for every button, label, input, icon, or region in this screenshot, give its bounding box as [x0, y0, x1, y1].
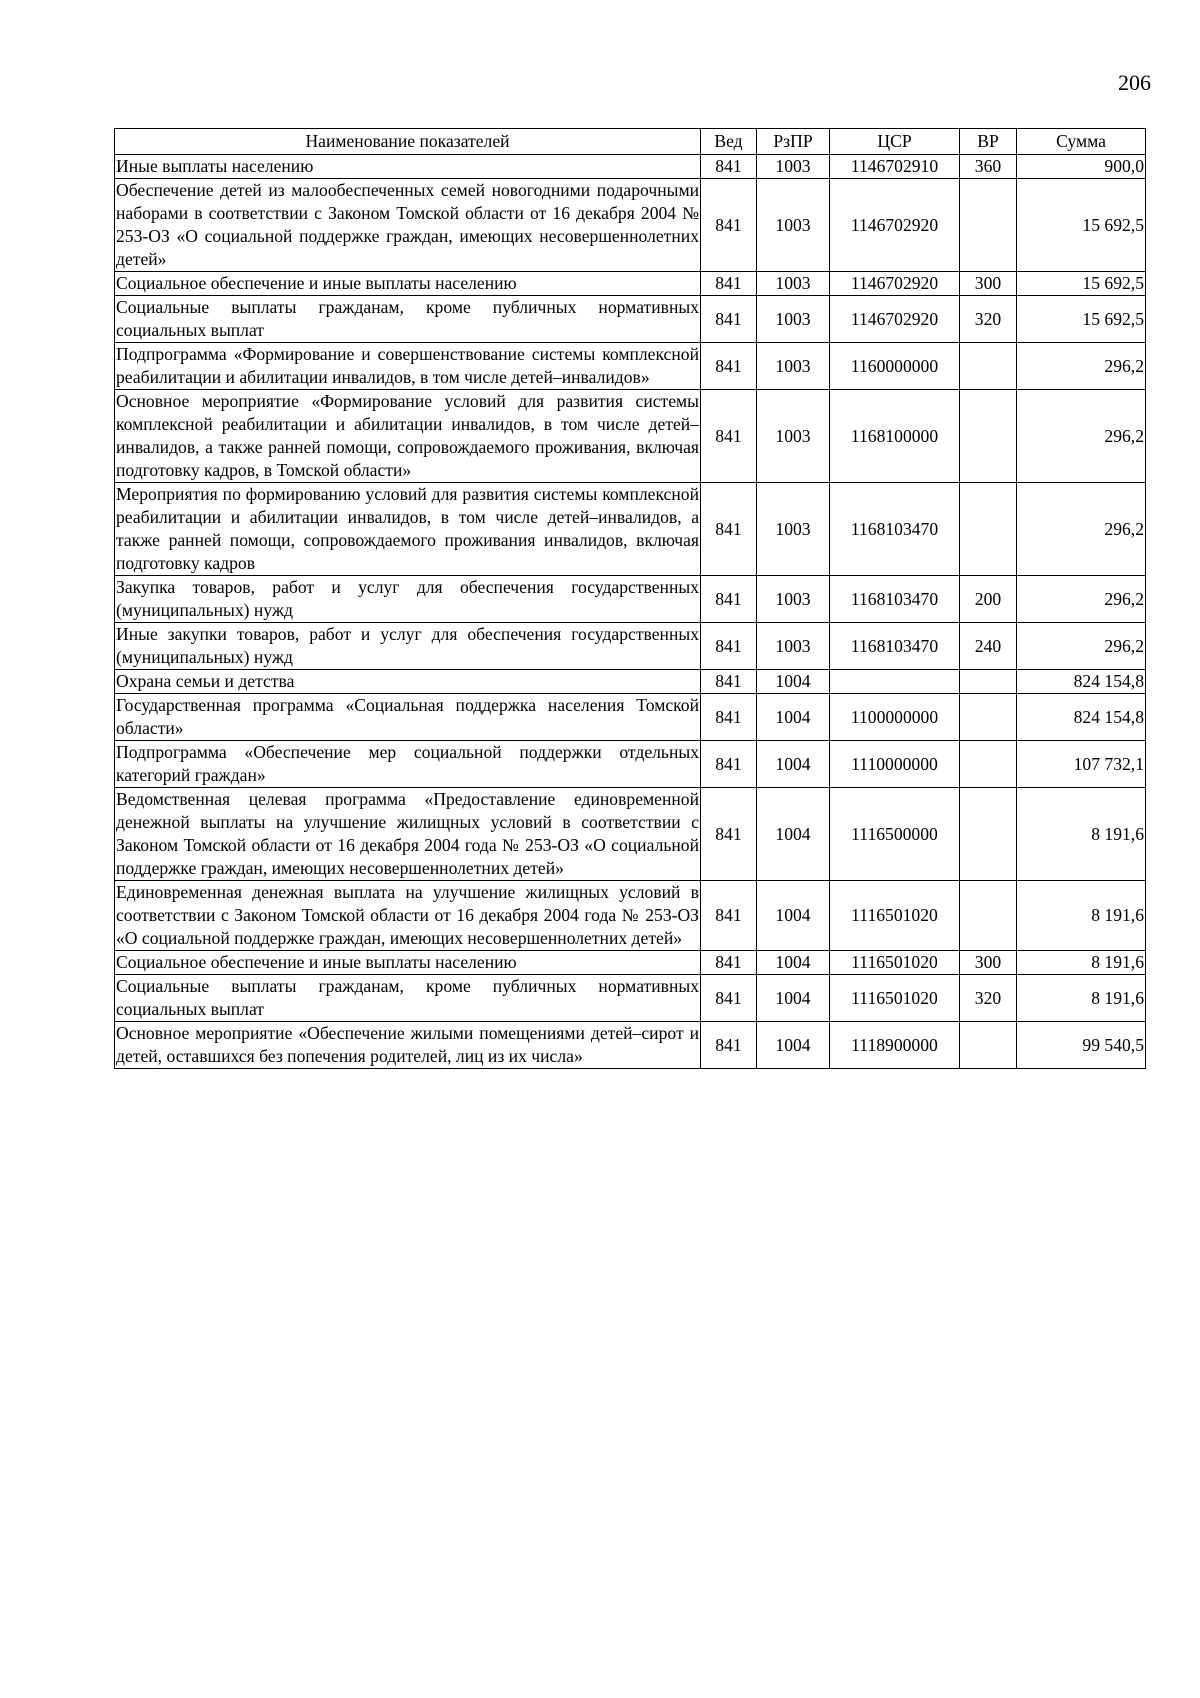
cell-vr [960, 483, 1017, 576]
cell-vr [960, 1022, 1017, 1069]
table-row [115, 483, 1146, 576]
cell-name: Подпрограмма «Обеспечение мер социальной поддержки отдельных категорий граждан» [115, 741, 701, 788]
table-row [115, 179, 1146, 272]
cell-ved: 841 [701, 694, 757, 741]
cell-vr: 240 [960, 623, 1017, 670]
cell-ved: 841 [701, 483, 757, 576]
cell-csr: 1146702920 [830, 296, 960, 343]
cell-rzpr: 1003 [757, 296, 830, 343]
cell-csr: 1110000000 [830, 741, 960, 788]
cell-name: Основное мероприятие «Формирование условий для развития системы комплексной реабилитации и абилитации инвалидов, в том числе детей–инвалидов, а также ранней помощи, сопровождаемого проживания, включая подготовку кадров, в Томской области» [115, 390, 701, 483]
cell-vr [960, 343, 1017, 390]
cell-csr: 1168103470 [830, 623, 960, 670]
table-header-row [115, 129, 1146, 155]
cell-sum: 15 692,5 [1017, 179, 1146, 272]
cell-vr [960, 788, 1017, 881]
table-row [115, 343, 1146, 390]
cell-vr [960, 694, 1017, 741]
cell-rzpr: 1004 [757, 975, 830, 1022]
table-row [115, 951, 1146, 975]
table-row [115, 390, 1146, 483]
cell-csr: 1118900000 [830, 1022, 960, 1069]
cell-csr: 1146702920 [830, 179, 960, 272]
header-sum: Сумма [1017, 129, 1146, 155]
cell-ved: 841 [701, 576, 757, 623]
cell-csr: 1168100000 [830, 390, 960, 483]
cell-vr: 300 [960, 272, 1017, 296]
cell-name: Охрана семьи и детства [115, 670, 701, 694]
cell-rzpr: 1004 [757, 1022, 830, 1069]
cell-ved: 841 [701, 670, 757, 694]
cell-csr: 1146702910 [830, 155, 960, 179]
cell-vr: 200 [960, 576, 1017, 623]
cell-rzpr: 1003 [757, 390, 830, 483]
cell-vr: 320 [960, 975, 1017, 1022]
cell-name: Закупка товаров, работ и услуг для обеспечения государственных (муниципальных) нужд [115, 576, 701, 623]
table-row [115, 694, 1146, 741]
cell-ved: 841 [701, 623, 757, 670]
cell-sum: 99 540,5 [1017, 1022, 1146, 1069]
cell-rzpr: 1004 [757, 788, 830, 881]
cell-csr: 1160000000 [830, 343, 960, 390]
cell-sum: 15 692,5 [1017, 272, 1146, 296]
cell-name: Социальное обеспечение и иные выплаты населению [115, 272, 701, 296]
cell-csr: 1116501020 [830, 951, 960, 975]
table-row [115, 975, 1146, 1022]
cell-ved: 841 [701, 390, 757, 483]
cell-csr: 1100000000 [830, 694, 960, 741]
cell-rzpr: 1003 [757, 272, 830, 296]
cell-sum: 107 732,1 [1017, 741, 1146, 788]
table-row [115, 670, 1146, 694]
table-row [115, 272, 1146, 296]
cell-name: Иные закупки товаров, работ и услуг для обеспечения государственных (муниципальных) нужд [115, 623, 701, 670]
cell-csr: 1116501020 [830, 881, 960, 951]
table-row [115, 881, 1146, 951]
cell-ved: 841 [701, 343, 757, 390]
cell-rzpr: 1003 [757, 576, 830, 623]
cell-rzpr: 1004 [757, 741, 830, 788]
cell-name: Иные выплаты населению [115, 155, 701, 179]
page-number: 206 [1118, 70, 1151, 95]
cell-rzpr: 1003 [757, 623, 830, 670]
cell-sum: 296,2 [1017, 576, 1146, 623]
cell-rzpr: 1004 [757, 951, 830, 975]
cell-vr [960, 390, 1017, 483]
cell-csr: 1116501020 [830, 975, 960, 1022]
cell-sum: 296,2 [1017, 390, 1146, 483]
cell-rzpr: 1003 [757, 343, 830, 390]
header-csr: ЦСР [830, 129, 960, 155]
cell-sum: 900,0 [1017, 155, 1146, 179]
cell-csr: 1168103470 [830, 483, 960, 576]
cell-ved: 841 [701, 975, 757, 1022]
cell-sum: 296,2 [1017, 623, 1146, 670]
cell-csr: 1116500000 [830, 788, 960, 881]
cell-ved: 841 [701, 788, 757, 881]
cell-vr [960, 179, 1017, 272]
cell-sum: 8 191,6 [1017, 881, 1146, 951]
table-body [115, 155, 1146, 1069]
table-row [115, 623, 1146, 670]
table-row [115, 155, 1146, 179]
cell-sum: 15 692,5 [1017, 296, 1146, 343]
header-ved: Вед [701, 129, 757, 155]
cell-vr [960, 741, 1017, 788]
cell-rzpr: 1004 [757, 881, 830, 951]
cell-rzpr: 1004 [757, 694, 830, 741]
cell-sum: 296,2 [1017, 483, 1146, 576]
cell-csr: 1168103470 [830, 576, 960, 623]
cell-ved: 841 [701, 1022, 757, 1069]
cell-rzpr: 1003 [757, 179, 830, 272]
table-row [115, 788, 1146, 881]
cell-name: Обеспечение детей из малообеспеченных семей новогодними подарочными наборами в соответствии с Законом Томской области от 16 декабря 2004 № 253-ОЗ «О социальной поддержке граждан, имеющих несовершеннолетних детей» [115, 179, 701, 272]
cell-name: Ведомственная целевая программа «Предоставление единовременной денежной выплаты на улучшение жилищных условий в соответствии с Законом Томской области от 16 декабря 2004 года № 253-ОЗ «О социальной поддержке граждан, имеющих несовершеннолетних детей» [115, 788, 701, 881]
cell-ved: 841 [701, 741, 757, 788]
table-row [115, 1022, 1146, 1069]
cell-csr [830, 670, 960, 694]
cell-name: Мероприятия по формированию условий для развития системы комплексной реабилитации и абилитации инвалидов, в том числе детей–инвалидов, а также ранней помощи, сопровождаемого проживания инвалидов, включая подготовку кадров [115, 483, 701, 576]
cell-name: Социальные выплаты гражданам, кроме публичных нормативных социальных выплат [115, 296, 701, 343]
header-vr: ВР [960, 129, 1017, 155]
cell-csr: 1146702920 [830, 272, 960, 296]
cell-ved: 841 [701, 272, 757, 296]
cell-sum: 8 191,6 [1017, 975, 1146, 1022]
cell-sum: 824 154,8 [1017, 670, 1146, 694]
cell-sum: 8 191,6 [1017, 951, 1146, 975]
cell-name: Социальное обеспечение и иные выплаты населению [115, 951, 701, 975]
cell-vr: 360 [960, 155, 1017, 179]
cell-name: Государственная программа «Социальная поддержка населения Томской области» [115, 694, 701, 741]
cell-name: Подпрограмма «Формирование и совершенствование системы комплексной реабилитации и абилитации инвалидов, в том числе детей–инвалидов» [115, 343, 701, 390]
cell-rzpr: 1004 [757, 670, 830, 694]
cell-rzpr: 1003 [757, 155, 830, 179]
cell-vr [960, 670, 1017, 694]
cell-vr: 300 [960, 951, 1017, 975]
cell-rzpr: 1003 [757, 483, 830, 576]
table-row [115, 296, 1146, 343]
cell-name: Социальные выплаты гражданам, кроме публичных нормативных социальных выплат [115, 975, 701, 1022]
table-row [115, 741, 1146, 788]
cell-sum: 824 154,8 [1017, 694, 1146, 741]
cell-ved: 841 [701, 296, 757, 343]
cell-ved: 841 [701, 155, 757, 179]
cell-name: Единовременная денежная выплата на улучшение жилищных условий в соответствии с Законом Томской области от 16 декабря 2004 года № 253-ОЗ «О социальной поддержке граждан, имеющих несовершеннолетних детей» [115, 881, 701, 951]
table-row [115, 576, 1146, 623]
cell-ved: 841 [701, 179, 757, 272]
cell-ved: 841 [701, 951, 757, 975]
cell-sum: 296,2 [1017, 343, 1146, 390]
budget-table [114, 128, 1146, 1069]
cell-name: Основное мероприятие «Обеспечение жилыми помещениями детей–сирот и детей, оставшихся без попечения родителей, лиц из их числа» [115, 1022, 701, 1069]
cell-ved: 841 [701, 881, 757, 951]
header-name: Наименование показателей [115, 129, 701, 155]
cell-vr: 320 [960, 296, 1017, 343]
cell-sum: 8 191,6 [1017, 788, 1146, 881]
header-rzpr: РзПР [757, 129, 830, 155]
cell-vr [960, 881, 1017, 951]
